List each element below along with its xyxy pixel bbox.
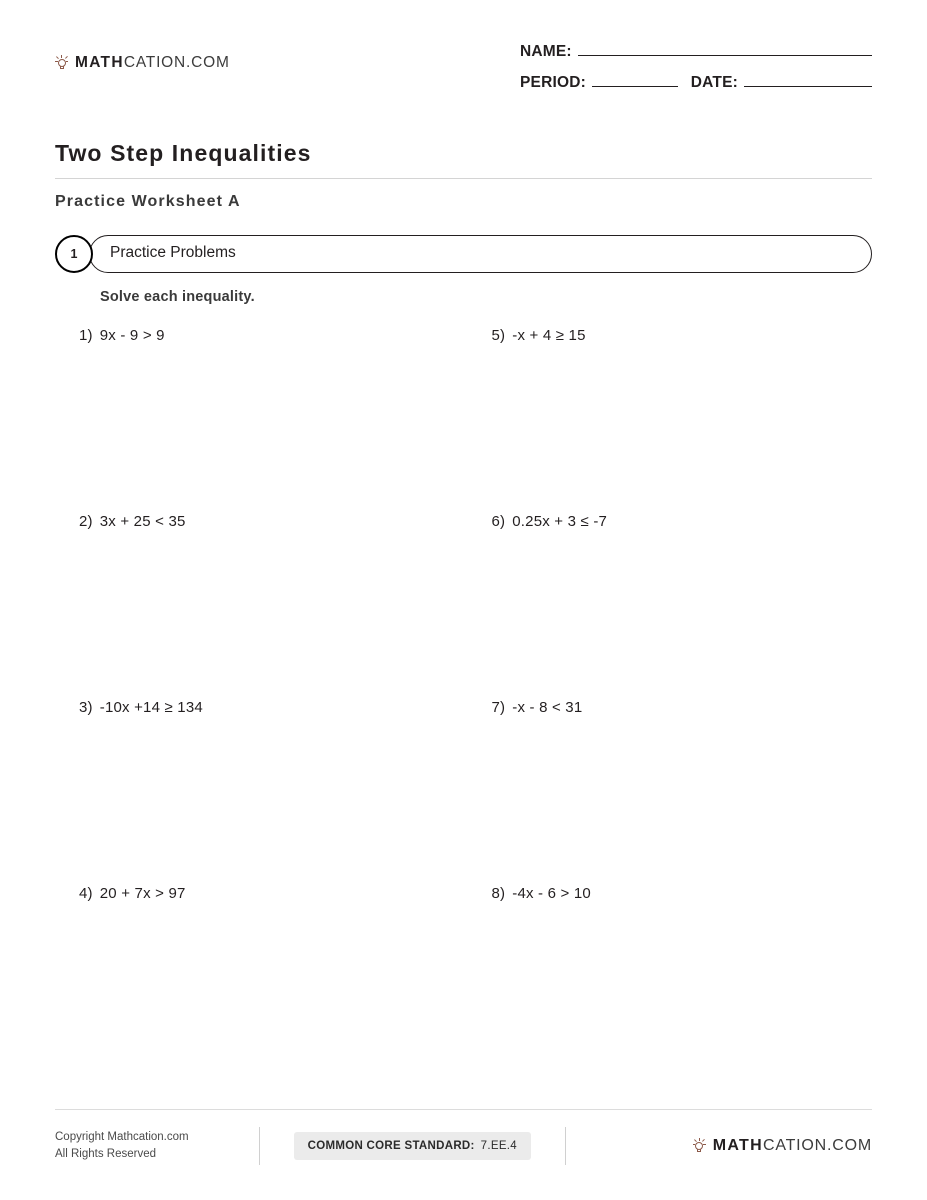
date-label: DATE: xyxy=(690,74,738,91)
footer-brand-text-light: CATION.COM xyxy=(762,1137,872,1154)
problem-grid xyxy=(55,327,872,1071)
footer-brand-logo xyxy=(636,1137,872,1155)
brand-text-light: CATION.COM xyxy=(123,54,230,71)
problem-column-right xyxy=(464,327,873,1071)
problem-item xyxy=(464,885,873,1071)
problem-item xyxy=(55,885,464,1071)
problem-text: -10x +14 ≥ 134 xyxy=(99,699,203,716)
brand-text xyxy=(75,54,230,72)
name-label: NAME: xyxy=(520,43,572,60)
page-header xyxy=(55,0,872,104)
title-divider xyxy=(55,178,872,179)
problem-number: 8) xyxy=(491,885,506,902)
section-instructions: Solve each inequality. xyxy=(100,289,255,305)
date-input-line[interactable] xyxy=(744,73,872,87)
page-footer xyxy=(55,1109,872,1166)
copyright-line-1: Copyright Mathcation.com xyxy=(55,1131,189,1144)
period-label: PERIOD: xyxy=(520,74,586,91)
problem-number: 6) xyxy=(491,513,506,530)
problem-number: 3) xyxy=(79,699,93,716)
period-input-line[interactable] xyxy=(592,73,678,87)
problem-text: 20 + 7x > 97 xyxy=(99,885,186,902)
name-row xyxy=(520,42,872,61)
copyright-block xyxy=(55,1129,189,1162)
problem-text: 9x - 9 > 9 xyxy=(99,327,165,344)
lightbulb-icon xyxy=(693,1139,706,1154)
page-title: Two Step Inequalities xyxy=(55,140,312,166)
standard-code: 7.EE.4 xyxy=(480,1140,517,1152)
problem-number: 2) xyxy=(79,513,93,530)
problem-text: -4x - 6 > 10 xyxy=(512,885,591,902)
copyright-line-2: All Rights Reserved xyxy=(55,1148,156,1160)
footer-divider-left xyxy=(259,1127,260,1165)
problem-text: 0.25x + 3 ≤ -7 xyxy=(512,513,608,530)
footer-divider-right xyxy=(565,1127,566,1165)
section-header xyxy=(55,235,872,273)
period-date-row xyxy=(520,73,872,92)
problem-text: -x - 8 < 31 xyxy=(512,699,583,716)
problem-number: 1) xyxy=(79,327,93,344)
page-subtitle: Practice Worksheet A xyxy=(55,193,241,210)
problem-item xyxy=(55,513,464,699)
lightbulb-icon xyxy=(55,56,68,71)
student-info-fields xyxy=(520,40,872,104)
problem-item xyxy=(55,327,464,513)
problem-number: 7) xyxy=(491,699,506,716)
problem-item xyxy=(55,699,464,885)
standard-label: COMMON CORE STANDARD: xyxy=(307,1140,475,1152)
problem-column-left xyxy=(55,327,464,1071)
footer-divider xyxy=(55,1109,872,1110)
problem-number: 4) xyxy=(79,885,93,902)
problem-item xyxy=(464,513,873,699)
name-input-line[interactable] xyxy=(578,42,872,56)
section-number-badge: 1 xyxy=(55,235,93,273)
brand-logo xyxy=(55,40,230,72)
problem-item xyxy=(464,699,873,885)
problem-text: -x + 4 ≥ 15 xyxy=(512,327,586,344)
problem-item xyxy=(464,327,873,513)
brand-text-strong: MATH xyxy=(75,54,124,71)
standard-block xyxy=(189,1127,636,1165)
problem-number: 5) xyxy=(491,327,506,344)
problem-text: 3x + 25 < 35 xyxy=(99,513,186,530)
section-label: Practice Problems xyxy=(110,244,236,261)
common-core-standard-badge xyxy=(294,1132,531,1160)
footer-brand-text xyxy=(713,1137,872,1155)
footer-brand-text-strong: MATH xyxy=(712,1137,763,1154)
